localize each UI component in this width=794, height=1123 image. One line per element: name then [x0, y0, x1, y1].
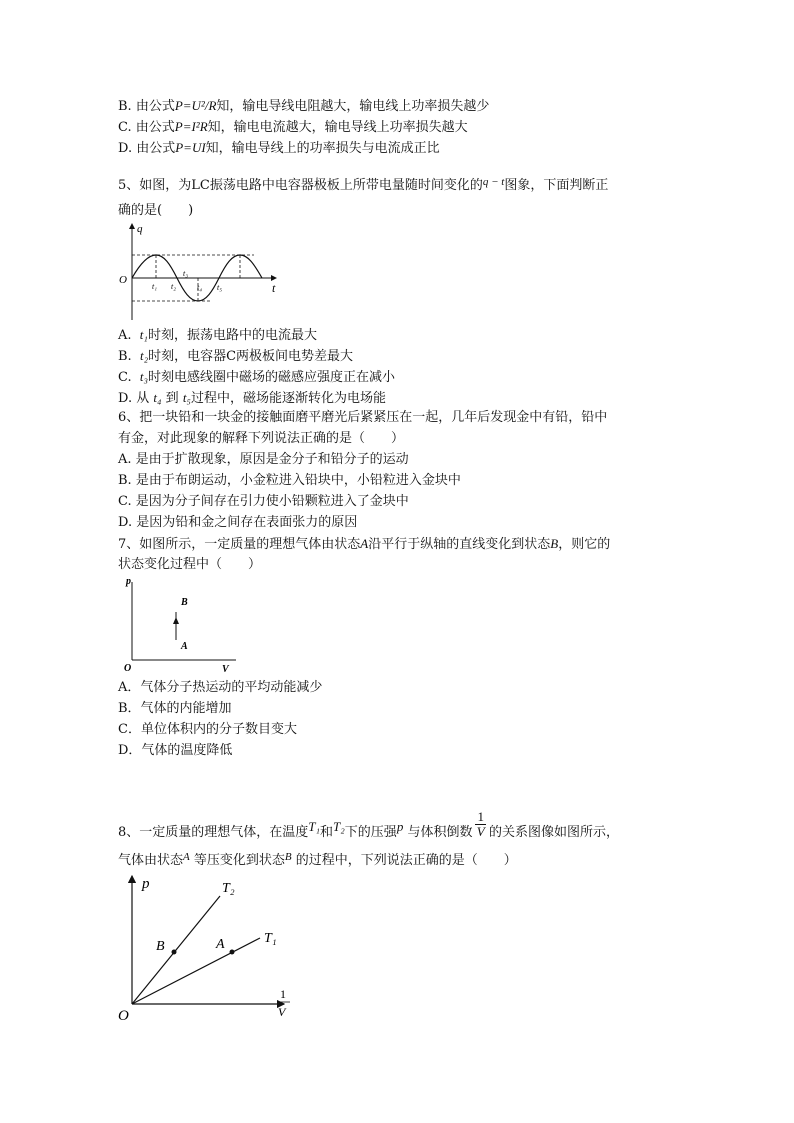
t1-label: T₁ — [264, 931, 277, 946]
t5-label: t₅ — [217, 283, 223, 292]
fraction-one-over-v: $\frac{1}{V}$ — [476, 809, 485, 839]
q8-stem-line2: 气体由状态$^A$ 等压变化到状态$^B$ 的过程中，下列说法正确的是（ ） — [118, 851, 517, 868]
q6-option-d: D. 是因为铅和金之间存在表面张力的原因 — [118, 515, 358, 530]
isotherm-t1 — [132, 938, 260, 1004]
b-label: B — [156, 939, 165, 954]
formula: q − t — [482, 176, 505, 188]
q4-option-b: B. 由公式P=U²/R知，输电导线电阻越大，输电线上功率损失越少 — [118, 98, 490, 114]
q5-option-c: C. t₃时刻电感线圈中磁场的磁感应强度正在减小 — [118, 369, 396, 385]
q8-stem-line1: 8、一定质量的理想气体，在温度T₁和T₂下的压强p 与体积倒数 $\frac{1}{V}$ 的关系图像如图所示， — [118, 809, 619, 840]
q4-option-c: C. 由公式P=I²R知，输电电流越大，输电导线上功率损失越大 — [118, 119, 468, 135]
isotherm-t2 — [132, 896, 220, 1004]
q5-stem-line2: 确的是( ) — [118, 203, 194, 218]
v-label: V — [222, 664, 229, 675]
q7-stem-line1: 7、如图所示，一定质量的理想气体由状态A沿平行于纵轴的直线变化到状态B，则它的 — [118, 536, 611, 552]
point-a — [230, 950, 235, 955]
q5-option-b: B. t₂时刻，电容器C两极板间电势差最大 — [118, 348, 354, 364]
x-label-numerator: 1 — [280, 987, 286, 1001]
origin-label: O — [118, 1008, 129, 1024]
point-b — [172, 950, 177, 955]
p-label: p — [142, 876, 150, 892]
q5-stem-line1: 5、如图，为LC振荡电路中电容器极板上所带电量随时间变化的$^{q - t}$图象，下面判断正 — [118, 176, 609, 193]
t2-label: t₂ — [171, 282, 177, 291]
q6-option-b: B. 是由于布朗运动，小金粒进入铅块中，小铅粒进入金块中 — [118, 473, 461, 488]
point-b-label: B — [181, 597, 188, 608]
q7-graph — [116, 574, 246, 676]
a-label: A — [216, 937, 225, 952]
point-a-label: A — [181, 641, 188, 652]
p-label: p — [126, 576, 131, 587]
origin-label: O — [119, 274, 127, 286]
formula: P=U²/R — [174, 98, 217, 113]
q6-stem-line2: 有金，对此现象的解释下列说法正确的是（ ） — [118, 431, 405, 446]
q5-option-a: A. t₁时刻，振荡电路中的电流最大 — [118, 327, 317, 343]
q7-option-c: C．单位体积内的分子数目变大 — [118, 722, 297, 737]
t1-label: t₁ — [152, 282, 158, 291]
t-label: t — [272, 281, 276, 295]
q6-option-c: C. 是因为分子间存在引力使小铅颗粒进入了金块中 — [118, 494, 409, 509]
origin-label: O — [124, 663, 132, 674]
q5-graph — [116, 220, 296, 324]
q7-option-a: A．气体分子热运动的平均动能减少 — [118, 680, 323, 695]
formula: P=I²R — [174, 119, 208, 134]
t3-label: t₃ — [183, 269, 189, 278]
q7-stem-line2: 状态变化过程中（ ） — [118, 557, 262, 572]
t2-label: T₂ — [222, 881, 235, 896]
q4-option-d: D. 由公式P=UI知，输电导线上的功率损失与电流成正比 — [118, 140, 440, 156]
q7-option-d: D．气体的温度降低 — [118, 743, 233, 758]
formula: P=UI — [175, 140, 206, 155]
t4-label: t₄ — [197, 283, 203, 292]
q8-graph — [112, 868, 302, 1030]
q6-option-a: A. 是由于扩散现象，原因是金分子和铅分子的运动 — [118, 452, 409, 467]
q7-option-b: B．气体的内能增加 — [118, 701, 232, 716]
q6-stem-line1: 6、把一块铅和一块金的接触面磨平磨光后紧紧压在一起，几年后发现金中有铅，铅中 — [118, 410, 608, 425]
q-label: q — [137, 223, 143, 235]
x-label-denominator: V — [278, 1005, 286, 1019]
q5-option-d: D. 从 t₄ 到 t₅过程中，磁场能逐渐转化为电场能 — [118, 390, 386, 406]
